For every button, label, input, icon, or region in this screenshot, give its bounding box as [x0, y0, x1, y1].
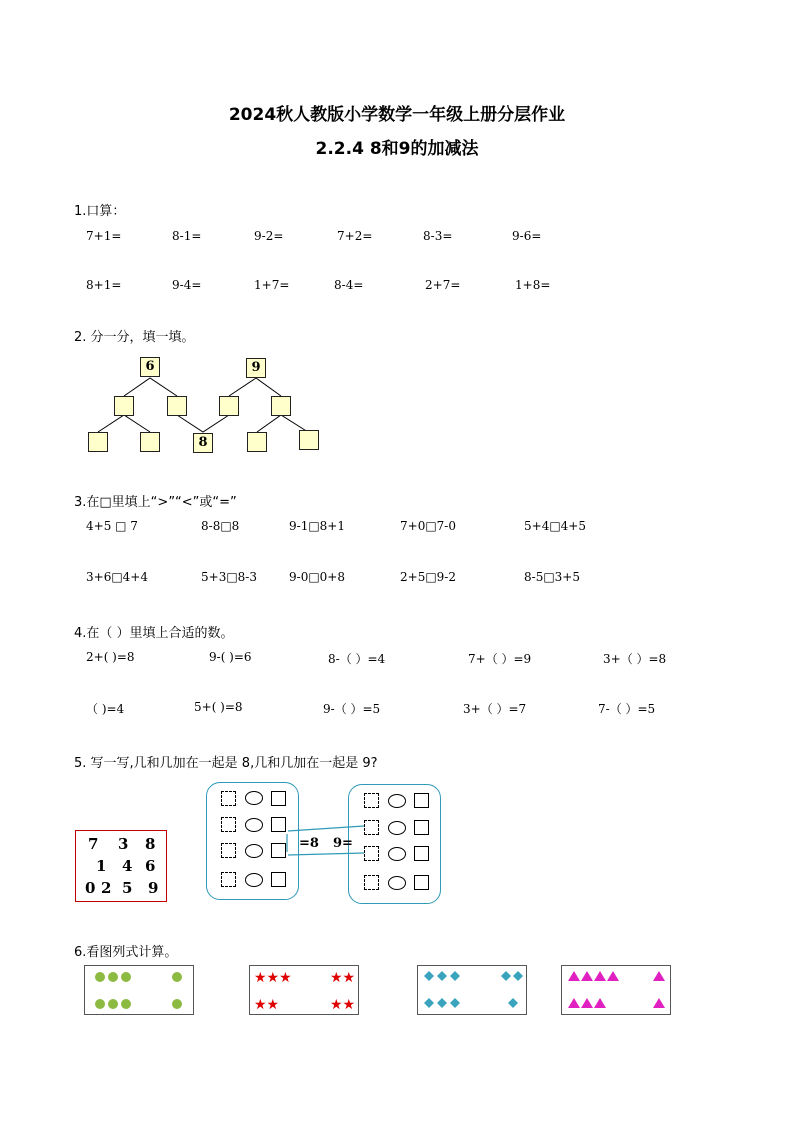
q5-number: 4	[122, 857, 133, 875]
svg-text:★★: ★★	[254, 997, 280, 1013]
q5-blank-oval[interactable]	[245, 873, 263, 887]
q5-number: 8	[145, 835, 156, 853]
q1-item: 9-4=	[172, 278, 202, 292]
q5-blank-box[interactable]	[414, 875, 429, 890]
q5-eq9-label: 9=	[333, 836, 353, 851]
page-subtitle: 2.2.4 8和9的加减法	[315, 139, 479, 159]
svg-text:★★: ★★	[330, 997, 356, 1013]
q5-blank-box[interactable]	[221, 843, 236, 858]
q1-item: 8+1=	[86, 278, 122, 292]
q1-item: 7+1=	[86, 229, 122, 243]
q5-blank-oval[interactable]	[388, 794, 406, 808]
q5-eq8-label: =8	[299, 836, 319, 851]
q5-number: 3	[118, 835, 129, 853]
q5-blank-oval[interactable]	[245, 818, 263, 832]
q5-blank-box[interactable]	[364, 793, 379, 808]
q1-item: 2+7=	[425, 278, 461, 292]
q5-number: 5	[122, 879, 133, 897]
q5-blank-box[interactable]	[364, 875, 379, 890]
q5-number: 1	[96, 857, 107, 875]
svg-text:★★: ★★	[330, 970, 356, 986]
q1-item: 8-1=	[172, 229, 202, 243]
q1-item: 1+8=	[515, 278, 551, 292]
q4-heading: 4.在（ ）里填上合适的数。	[74, 626, 234, 641]
q3-heading: 3.在□里填上“>”“<”或“=”	[74, 495, 237, 510]
q5-blank-box[interactable]	[364, 820, 379, 835]
q5-number: 7	[88, 835, 99, 853]
q5-blank-box[interactable]	[271, 791, 286, 806]
q4-item: 9-（ ）=5	[323, 702, 381, 716]
star-mark	[254, 970, 355, 1013]
q3-item: 9-0□0+8	[289, 570, 345, 584]
q2-shared-bottom-box: 8	[193, 433, 213, 453]
q5-number: 2	[101, 879, 112, 897]
q4-item: 8-（ ）=4	[328, 652, 386, 666]
page-title: 2024秋人教版小学数学一年级上册分层作业	[228, 105, 566, 125]
q5-number: 9	[148, 879, 159, 897]
q3-item: 7+0□7-0	[400, 519, 456, 533]
q3-item: 5+4□4+5	[524, 519, 586, 533]
q3-item: 8-8□8	[201, 519, 240, 533]
q5-number: 0	[85, 879, 96, 897]
q3-item: 5+3□8-3	[201, 570, 257, 584]
q4-item: 3+（ ）=7	[463, 702, 527, 716]
q2-tree2-top-box: 9	[246, 358, 266, 378]
q1-item: 8-4=	[334, 278, 364, 292]
q5-blank-oval[interactable]	[388, 821, 406, 835]
q3-item: 9-1□8+1	[289, 519, 345, 533]
q4-item: 7+（ ）=9	[468, 652, 532, 666]
q1-item: 1+7=	[254, 278, 290, 292]
q5-blank-box[interactable]	[414, 793, 429, 808]
q5-blank-box[interactable]	[221, 791, 236, 806]
q1-item: 9-6=	[512, 229, 542, 243]
q5-blank-box[interactable]	[414, 820, 429, 835]
circle-mark	[95, 972, 182, 1009]
q3-item: 3+6□4+4	[86, 570, 148, 584]
q5-blank-box[interactable]	[271, 843, 286, 858]
q6-picture-triangles	[561, 965, 671, 1015]
svg-text:★★★: ★★★	[254, 970, 292, 986]
q1-item: 9-2=	[254, 229, 284, 243]
q4-item: 2+( )=8	[86, 650, 135, 664]
q6-picture-diamonds	[417, 965, 527, 1015]
q1-item: 8-3=	[423, 229, 453, 243]
q5-blank-oval[interactable]	[245, 791, 263, 805]
blue-diamonds-group	[418, 966, 526, 1014]
pink-triangles-group	[562, 966, 670, 1014]
q4-item: 5+( )=8	[194, 700, 243, 714]
q5-blank-box[interactable]	[271, 817, 286, 832]
q5-blank-box[interactable]	[414, 846, 429, 861]
q1-heading: 1.口算：	[74, 204, 126, 219]
q5-blank-box[interactable]	[364, 846, 379, 861]
q5-number: 6	[145, 857, 156, 875]
q3-item: 2+5□9-2	[400, 570, 456, 584]
q2-heading: 2. 分一分，填一填。	[74, 330, 195, 345]
triangle-mark	[568, 971, 665, 1008]
green-circles-group	[85, 966, 193, 1014]
q1-item: 7+2=	[337, 229, 373, 243]
red-stars-group	[250, 966, 358, 1014]
q4-item: （ )=4	[86, 702, 125, 716]
q6-picture-circles	[84, 965, 194, 1015]
q5-blank-box[interactable]	[221, 817, 236, 832]
q5-heading: 5. 写一写,几和几加在一起是 8,几和几加在一起是 9?	[74, 756, 378, 771]
q5-blank-oval[interactable]	[388, 847, 406, 861]
diamond-mark	[424, 971, 523, 1008]
q4-item: 3+（ ）=8	[603, 652, 667, 666]
q2-tree1-top-box: 6	[140, 357, 160, 377]
q5-blank-oval[interactable]	[388, 876, 406, 890]
q4-item: 9-( )=6	[209, 650, 252, 664]
q6-heading: 6.看图列式计算。	[74, 945, 178, 960]
q5-blank-box[interactable]	[221, 872, 236, 887]
q3-item: 8-5□3+5	[524, 570, 580, 584]
q5-blank-oval[interactable]	[245, 844, 263, 858]
q6-picture-stars	[249, 965, 359, 1015]
q4-item: 7-（ ）=5	[598, 702, 656, 716]
q5-blank-box[interactable]	[271, 872, 286, 887]
q3-item: 4+5 □ 7	[86, 519, 138, 533]
